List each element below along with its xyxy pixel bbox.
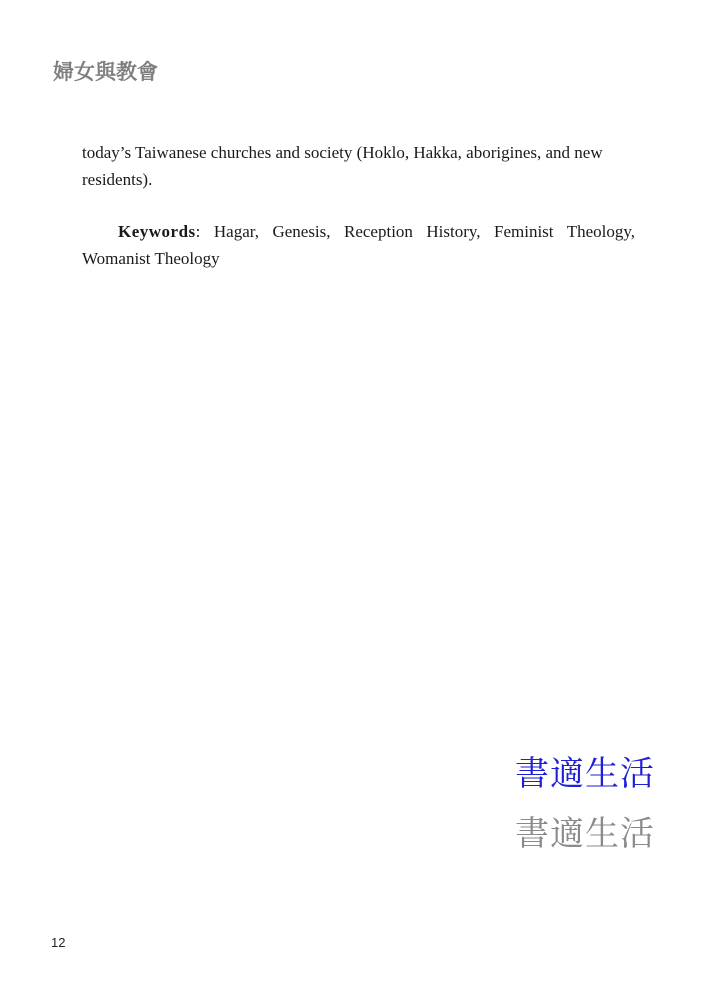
watermark-gray: 書適生活 bbox=[515, 814, 655, 854]
keywords-label: Keywords bbox=[118, 222, 196, 241]
paragraph-line: residents). bbox=[82, 170, 153, 189]
keywords-list: : Hagar, Genesis, Reception History, Feminist Theology, Womanist Theology bbox=[82, 222, 635, 268]
paragraph-line: today’s Taiwanese churches and society (Hoklo, Hakka, aborigines, and new bbox=[82, 143, 603, 162]
paragraph-abstract-end bbox=[82, 139, 635, 193]
keywords-paragraph bbox=[82, 218, 635, 272]
page-number: 12 bbox=[51, 935, 66, 950]
watermark-blue: 書適生活 bbox=[515, 754, 655, 794]
running-header-title: 婦女與教會 bbox=[53, 60, 158, 84]
